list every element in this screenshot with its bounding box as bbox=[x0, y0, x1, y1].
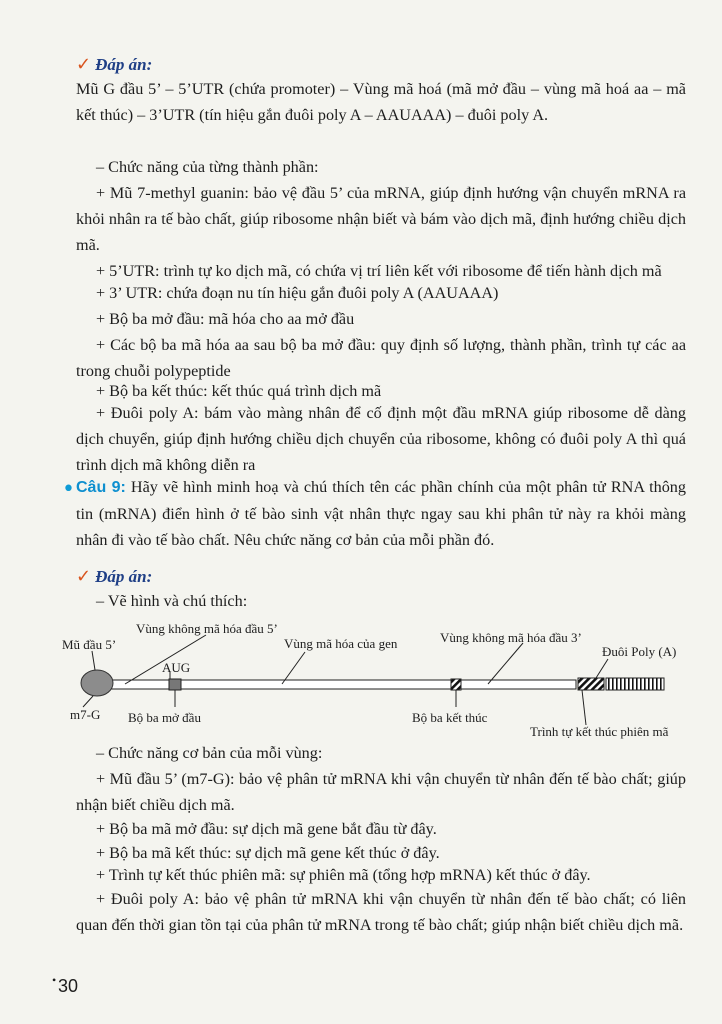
answer-heading-2: ✓ Đáp án: bbox=[76, 566, 153, 587]
answer-2-functions-title: – Chức năng cơ bản của mỗi vùng: bbox=[96, 744, 323, 762]
question-9-label: Câu 9: bbox=[76, 479, 126, 496]
answer-2-draw-title: – Vẽ hình và chú thích: bbox=[96, 592, 248, 610]
answer-1-item: + 5’UTR: trình tự ko dịch mã, có chứa vị trí liên kết với ribosome để tiến hành dịch mã bbox=[96, 262, 662, 280]
label-utr5: Vùng không mã hóa đầu 5’ bbox=[136, 621, 278, 636]
polyA-tail-shape bbox=[606, 678, 664, 690]
page-number: 30 bbox=[58, 976, 79, 996]
answer-1-item: + Các bộ ba mã hóa aa sau bộ ba mở đầu: quy định số lượng, thành phần, trình tự các aa trong chuỗi polypeptide bbox=[76, 336, 686, 380]
answer-1-item: + Bộ ba kết thúc: kết thúc quá trình dịch mã bbox=[96, 382, 382, 400]
label-start-codon: Bộ ba mở đầu bbox=[128, 710, 201, 725]
label-utr3: Vùng không mã hóa đầu 3’ bbox=[440, 630, 582, 645]
aug-start-codon-shape bbox=[169, 679, 181, 690]
answer-2-item: + Bộ ba mã mở đầu: sự dịch mã gene bắt đầu từ đây. bbox=[96, 820, 437, 838]
label-cap: Mũ đầu 5’ bbox=[62, 637, 117, 652]
stop-codon-shape bbox=[451, 679, 461, 690]
answer-2-item: + Trình tự kết thúc phiên mã: sự phiên mã (tổng hợp mRNA) kết thúc ở đây. bbox=[96, 866, 591, 884]
answer-1-functions-title: – Chức năng của từng thành phần: bbox=[96, 158, 319, 176]
answer-1-intro: Mũ G đầu 5’ – 5’UTR (chứa promoter) – Vùng mã hoá (mã mở đầu – vùng mã hoá aa – mã kết thúc) – 3’UTR (tín hiệu gắn đuôi poly A – AAUAAA) – đuôi poly A. bbox=[76, 80, 686, 124]
label-coding-region: Vùng mã hóa của gen bbox=[284, 636, 398, 651]
cap-m7g-shape bbox=[81, 670, 113, 696]
label-m7g: m7-G bbox=[70, 707, 101, 722]
answer-heading-1: ✓ Đáp án: bbox=[76, 54, 153, 75]
label-termination: Trình tự kết thúc phiên mã bbox=[530, 724, 669, 739]
answer-2-item: + Đuôi poly A: bảo vệ phân tử mRNA khi vận chuyển từ nhân đến tế bào chất; có liên quan đến thời gian tồn tại của phân tử mRNA trong tế bào chất; giúp nhận biết chiều dịch mã. bbox=[76, 890, 686, 934]
page-dot: • bbox=[52, 973, 57, 987]
checkmark-icon: ✓ bbox=[76, 566, 92, 587]
answer-1-item: + Bộ ba mở đầu: mã hóa cho aa mở đầu bbox=[96, 310, 355, 328]
checkmark-icon: ✓ bbox=[76, 54, 92, 75]
label-aug: AUG bbox=[162, 660, 191, 675]
label-polyA: Đuôi Poly (A) bbox=[602, 644, 677, 659]
label-stop-codon: Bộ ba kết thúc bbox=[412, 710, 488, 725]
question-9-text: Hãy vẽ hình minh hoạ và chú thích tên các phần chính của một phân tử RNA thông tin (mRNA) điển hình ở tế bào sinh vật nhân thực ngay sau khi phân tử này ra khỏi màng nhân đi vào tế bào chất. Nêu chức năng cơ bản của mỗi phần đó. bbox=[76, 478, 686, 549]
question-bullet-icon: • bbox=[62, 477, 75, 502]
answer-2-item: + Mũ đầu 5’ (m7-G): bảo vệ phân tử mRNA khi vận chuyển từ nhân đến tế bào chất; giúp nhận biết chiều dịch mã. bbox=[76, 770, 686, 814]
answer-1-item: + Mũ 7-methyl guanin: bảo vệ đầu 5’ của mRNA, giúp định hướng vận chuyển mRNA ra khỏi nhân ra tế bào chất, giúp ribosome nhận biết và bám vào dịch mã, định hướng chiều dịch mã. bbox=[76, 184, 686, 254]
answer-1-item: + 3’ UTR: chứa đoạn nu tín hiệu gắn đuôi poly A (AAUAAA) bbox=[96, 284, 499, 302]
answer-2-item: + Bộ ba mã kết thúc: sự dịch mã gene kết thúc ở đây. bbox=[96, 844, 440, 862]
termination-sequence-shape bbox=[578, 678, 604, 690]
answer-1-item: + Đuôi poly A: bám vào màng nhân để cố định một đầu mRNA giúp ribosome dễ dàng dịch chuyển, giúp định hướng chiều dịch chuyển của ribosome, không có đuôi poly A thì quá trình dịch mã không diễn ra bbox=[76, 404, 686, 474]
